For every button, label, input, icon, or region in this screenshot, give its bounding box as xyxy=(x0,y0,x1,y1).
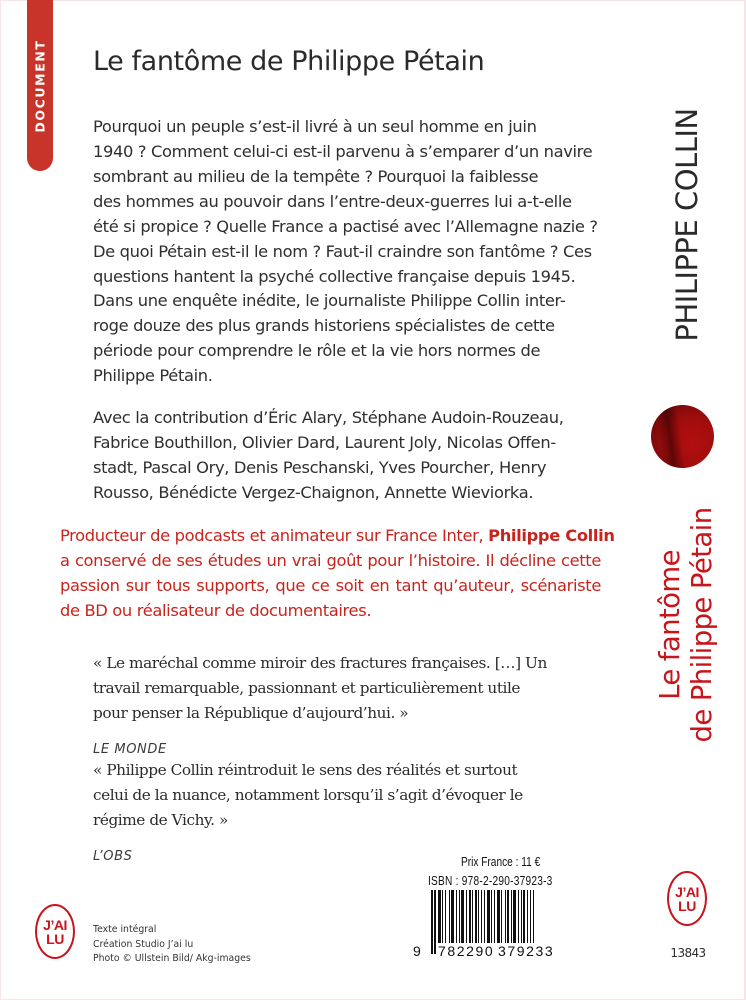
barcode-digit-first: 9 xyxy=(413,943,421,959)
book-title: Le fantôme de Philippe Pétain xyxy=(93,46,485,77)
text-line: 1940 ? Comment celui-ci est-il parvenu à s’emparer d’un navire xyxy=(93,142,593,161)
credit-design: Création Studio J’ai lu xyxy=(93,939,194,950)
text-line: questions hantent la psyché collective française depuis 1945. xyxy=(93,267,576,286)
review-source-2: L’OBS xyxy=(93,849,133,864)
text-line: régime de Vichy. » xyxy=(93,811,228,829)
spine-publisher-logo xyxy=(667,871,707,926)
text-line: des hommes au pouvoir dans l’entre-deux-guerres lui a-t-elle xyxy=(93,192,572,211)
text-line: de BD ou réalisateur de documentaires. xyxy=(60,601,372,620)
text-line: Rousso, Bénédicte Vergez-Chaignon, Annette Wieviorka. xyxy=(93,483,534,502)
text-line: De quoi Pétain est-il le nom ? Faut-il craindre son fantôme ? Ces xyxy=(93,242,592,261)
synopsis-paragraph-2 xyxy=(93,288,566,388)
category-tab xyxy=(27,0,53,171)
text-line: pour penser la République d’aujourd’hui. » xyxy=(93,704,409,722)
review-source-1: LE MONDE xyxy=(93,742,167,757)
text-line: Philippe Pétain. xyxy=(93,366,213,385)
text-line: travail remarquable, passionnant et particulièrement utile xyxy=(93,679,521,697)
logo-line-1: J’AI xyxy=(43,916,67,933)
credit-photo: Photo © Ullstein Bild/ Akg-images xyxy=(93,953,251,964)
price-label: Prix France : 11 € xyxy=(460,854,541,869)
credit-edition: Texte intégral xyxy=(93,924,157,935)
logo-line-2: LU xyxy=(46,930,64,947)
bio-prefix: Producteur de podcasts et animateur sur France Inter, xyxy=(60,526,489,545)
text-line: Dans une enquête inédite, le journaliste Philippe Collin inter- xyxy=(93,291,566,310)
logo-line-1: J’AI xyxy=(675,883,699,900)
text-line: passion sur tous supports, que ce soit en tant qu’auteur, scénariste xyxy=(60,576,601,595)
text-line: Avec la contribution d’Éric Alary, Stéphane Audoin-Rouzeau, xyxy=(93,408,564,427)
text-line: stadt, Pascal Ory, Denis Peschanski, Yves Pourcher, Henry xyxy=(93,458,547,477)
text-line: été si propice ? Quelle France a pactisé avec l’Allemagne nazie ? xyxy=(93,217,598,236)
isbn-label: ISBN : 978-2-290-37923-3 xyxy=(428,873,553,888)
barcode-digits-right: 379233 xyxy=(498,943,555,959)
spine-title xyxy=(654,507,718,742)
review-quote-2 xyxy=(93,758,523,833)
logo-line-2: LU xyxy=(678,897,696,914)
catalog-number: 13843 xyxy=(670,946,706,960)
text-line: « Le maréchal comme miroir des fractures françaises. […] Un xyxy=(93,654,547,672)
spine-title-line-2: de Philippe Pétain xyxy=(686,507,718,743)
text-line: période pour comprendre le rôle et la vie hors normes de xyxy=(93,341,541,360)
text-line: Fabrice Bouthillon, Olivier Dard, Laurent Joly, Nicolas Offen- xyxy=(93,433,556,452)
review-quote-1 xyxy=(93,651,547,726)
photo-silhouette xyxy=(654,405,686,468)
text-line: Pourquoi un peuple s’est-il livré à un seul homme en juin xyxy=(93,117,537,136)
barcode-digits-left: 782290 xyxy=(438,943,495,959)
credits xyxy=(93,923,251,966)
text-line: roge douze des plus grands historiens spécialistes de cette xyxy=(93,316,555,335)
spine-divider xyxy=(744,0,745,1000)
text-line: a conservé de ses études un vrai goût pour l’histoire. Il décline cette xyxy=(60,551,601,570)
spine-title-line-1: Le fantôme xyxy=(654,550,686,700)
spine-photo-disc xyxy=(651,405,714,468)
category-tab-label: DOCUMENT xyxy=(32,39,48,133)
text-line: « Philippe Collin réintroduit le sens des réalités et surtout xyxy=(93,761,518,779)
author-bio xyxy=(60,523,615,623)
spine-author: PHILIPPE COLLIN xyxy=(670,108,704,342)
synopsis-paragraph-3 xyxy=(93,405,564,505)
author-name-bold: Philippe Collin xyxy=(488,526,615,545)
text-line xyxy=(60,523,615,548)
text-line: sombrant au milieu de la tempête ? Pourquoi la faiblesse xyxy=(93,167,539,186)
text-line: celui de la nuance, notamment lorsqu’il s’agit d’évoquer le xyxy=(93,786,523,804)
synopsis-paragraph-1 xyxy=(93,114,598,289)
publisher-logo xyxy=(35,904,75,959)
